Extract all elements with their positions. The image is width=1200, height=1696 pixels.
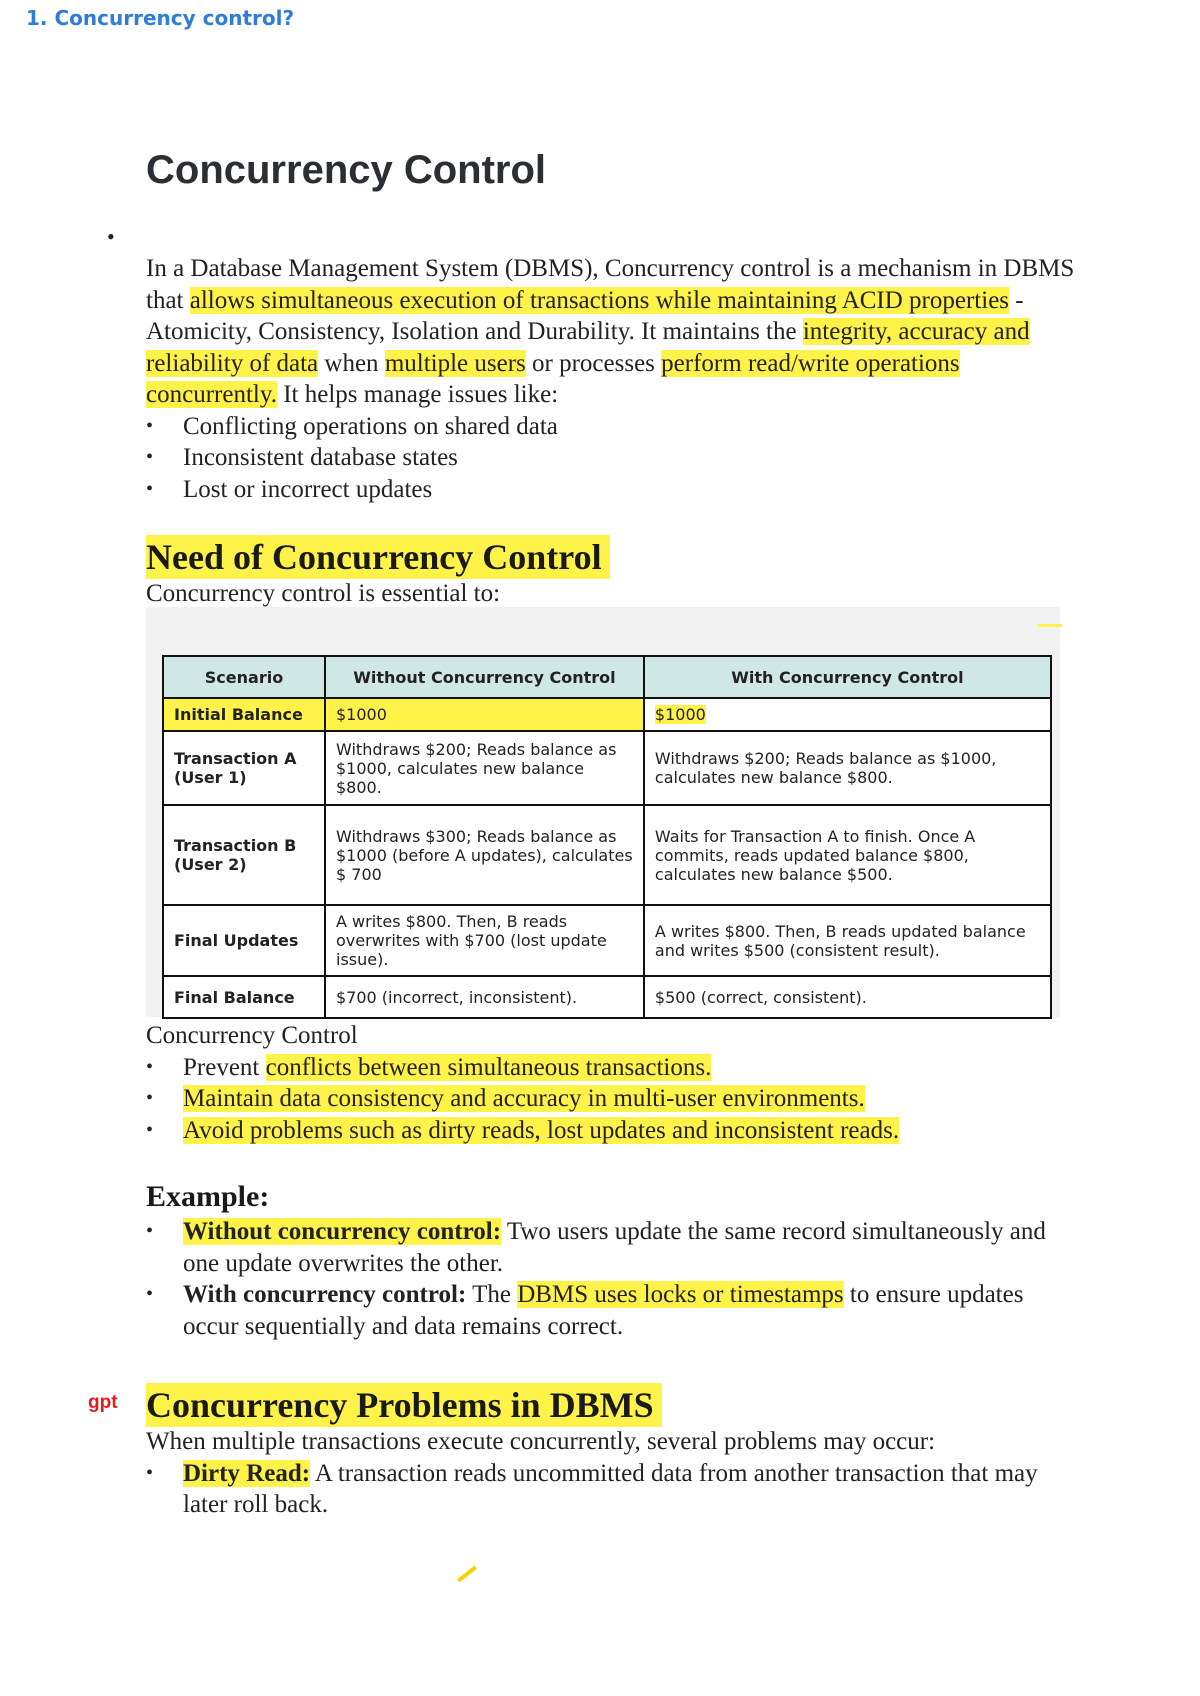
header-cell: With Concurrency Control <box>644 656 1051 698</box>
problems-heading: Concurrency Problems in DBMS <box>146 1383 662 1427</box>
table-cell: $500 (correct, consistent). <box>644 976 1051 1018</box>
list-item: • Without concurrency control: Two users update the same record simultaneously and one update overwrites the other. <box>146 1216 1076 1279</box>
highlight-mark <box>457 1566 477 1583</box>
table-cell: $1000 <box>644 698 1051 731</box>
need-intro: Concurrency control is essential to: <box>146 580 501 607</box>
page-title: Concurrency Control <box>146 148 547 192</box>
list-item: • Lost or incorrect updates <box>146 474 1076 506</box>
table-cell: Withdraws $200; Reads balance as $1000, calculates new balance $800. <box>325 731 644 805</box>
top-heading: 1. Concurrency control? <box>26 6 295 30</box>
gpt-annotation: gpt <box>88 1392 118 1413</box>
list-item: • Inconsistent database states <box>146 442 1076 474</box>
problems-block <box>146 1426 1076 1521</box>
list-item: • Dirty Read: A transaction reads uncommitted data from another transaction that may later roll back. <box>146 1458 1076 1521</box>
cc-label: Concurrency Control <box>146 1022 358 1049</box>
table-cell: $700 (incorrect, inconsistent). <box>325 976 644 1018</box>
row-label: Transaction A (User 1) <box>163 731 325 805</box>
table-row <box>163 905 1051 976</box>
issues-list <box>146 411 1076 506</box>
row-label: Initial Balance <box>163 698 325 731</box>
table-cell: A writes $800. Then, B reads overwrites with $700 (lost update issue). <box>325 905 644 976</box>
table-cell: Withdraws $300; Reads balance as $1000 (before A updates), calculates $ 700 <box>325 805 644 905</box>
list-item: • Avoid problems such as dirty reads, lost updates and inconsistent reads. <box>146 1115 1076 1147</box>
list-item: • Maintain data consistency and accuracy in multi-user environments. <box>146 1083 1076 1115</box>
empty-bullet: • <box>107 224 115 249</box>
cc-section <box>146 1020 1076 1146</box>
list-item: • Prevent conflicts between simultaneous transactions. <box>146 1052 1076 1084</box>
need-heading: Need of Concurrency Control <box>146 535 610 579</box>
examples-block <box>146 1216 1076 1342</box>
example-heading: Example: <box>146 1180 270 1213</box>
table-cell: A writes $800. Then, B reads updated balance and writes $500 (consistent result). <box>644 905 1051 976</box>
table-row <box>163 976 1051 1018</box>
table-row <box>163 805 1051 905</box>
table-row <box>163 698 1051 731</box>
list-item: • With concurrency control: The DBMS uses locks or timestamps to ensure updates occur sequentially and data remains correct. <box>146 1279 1076 1342</box>
intro-paragraph: In a Database Management System (DBMS), Concurrency control is a mechanism in DBMS that allows simultaneous execution of transactions while maintaining ACID properties - Atomicity, Consistency, Isolation and Durability. It maintains the integrity, accuracy and reliability of data when multiple users or processes perform read/write operations concurrently. It helps manage issues like: • Conflicting operations on shared data • Inconsistent database states • Lost or incorrect updates <box>146 253 1076 505</box>
problems-intro: When multiple transactions execute concurrently, several problems may occur: <box>146 1428 936 1455</box>
row-label: Final Balance <box>163 976 325 1018</box>
comparison-table <box>162 655 1052 1019</box>
table-cell: Withdraws $200; Reads balance as $1000, calculates new balance $800. <box>644 731 1051 805</box>
list-item: • Conflicting operations on shared data <box>146 411 1076 443</box>
table-row <box>163 731 1051 805</box>
problems-list <box>146 1458 1076 1521</box>
cc-points-list <box>146 1052 1076 1147</box>
highlight-mark <box>1038 624 1062 627</box>
header-cell: Without Concurrency Control <box>325 656 644 698</box>
header-cell: Scenario <box>163 656 325 698</box>
table-cell: Waits for Transaction A to finish. Once A commits, reads updated balance $800, calculates new balance $500. <box>644 805 1051 905</box>
row-label: Transaction B (User 2) <box>163 805 325 905</box>
examples-list <box>146 1216 1076 1342</box>
table-header-row <box>163 656 1051 698</box>
row-label: Final Updates <box>163 905 325 976</box>
table-cell: $1000 <box>325 698 644 731</box>
